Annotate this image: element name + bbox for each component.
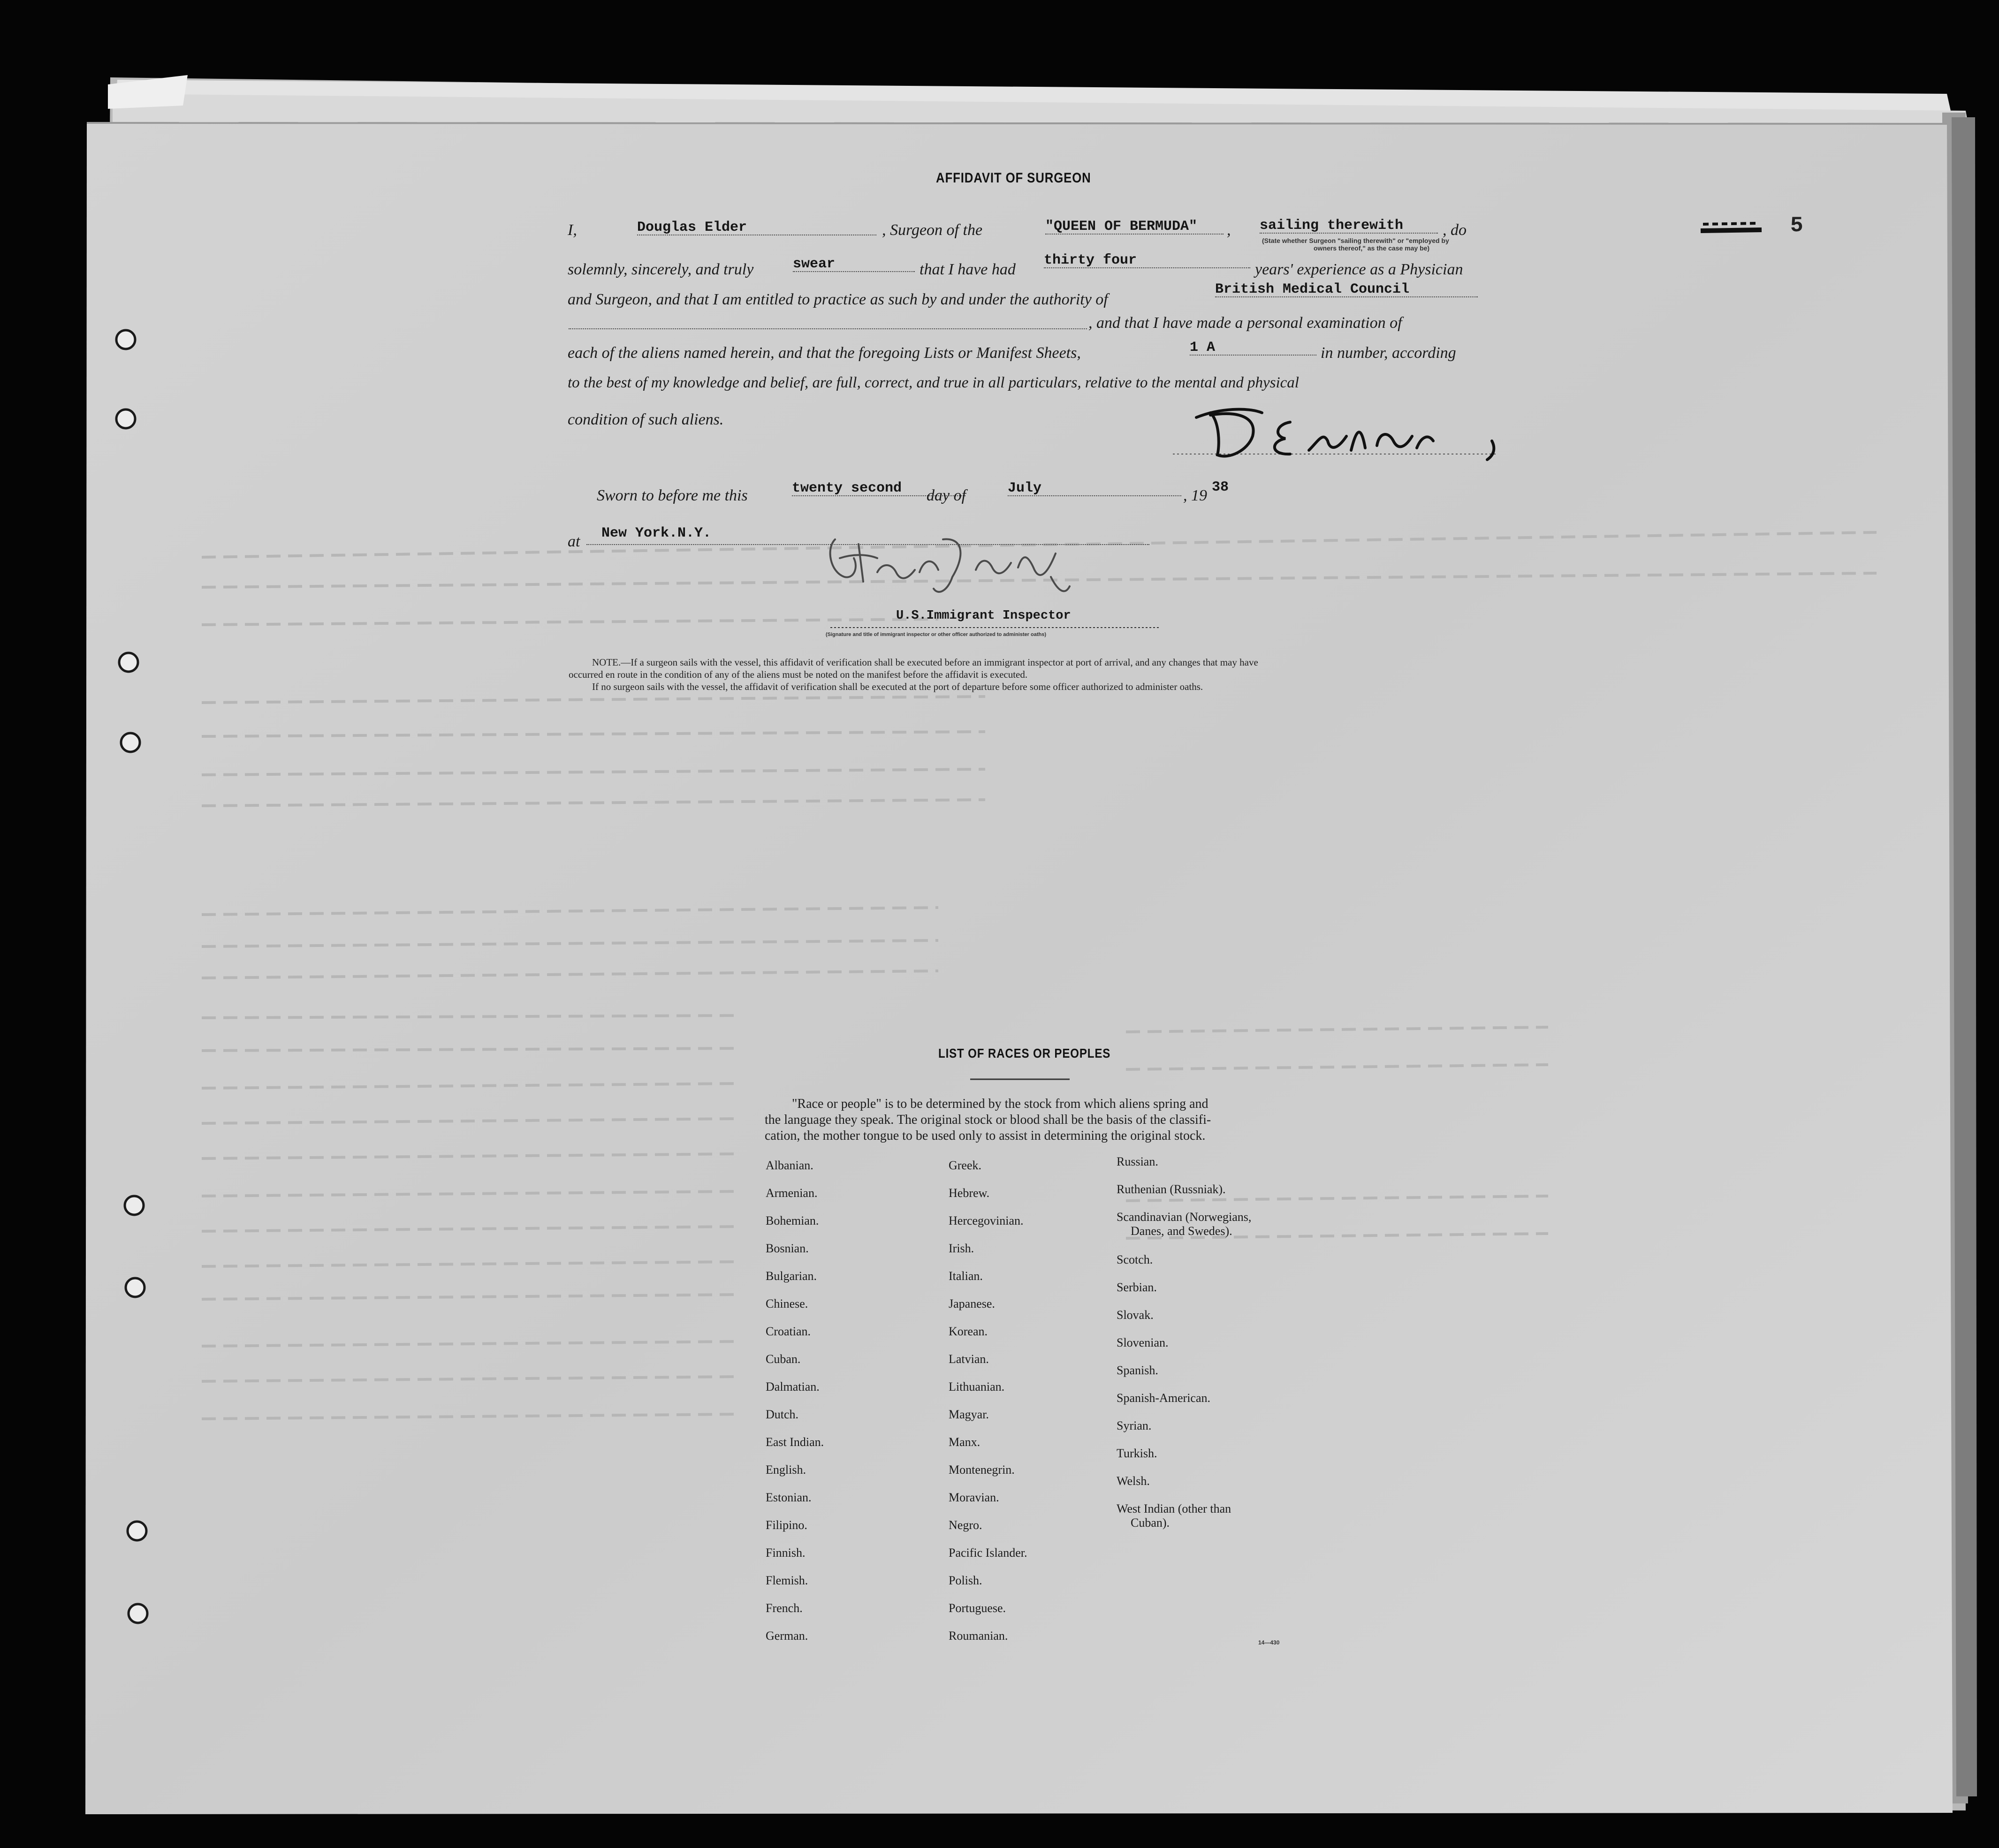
word-i: I, <box>568 221 577 239</box>
word-personal-exam: , and that I have made a personal examination of <box>1088 314 1402 332</box>
officer-title: U.S.Immigrant Inspector <box>896 609 1071 623</box>
word-condition: condition of such aliens. <box>568 411 724 428</box>
race-item: French. <box>766 1601 803 1615</box>
race-item: East Indian. <box>766 1435 824 1449</box>
sworn-day-field: twenty second <box>792 481 965 496</box>
races-intro-1: "Race or people" is to be determined by the stock from which aliens spring and <box>792 1097 1209 1111</box>
race-item: Lithuanian. <box>949 1380 1005 1394</box>
capacity-note-1: (State whether Surgeon "sailing therewith" or "employed by <box>1262 237 1449 244</box>
race-item: Bulgarian. <box>766 1269 817 1283</box>
word-in-number: in number, according <box>1321 344 1456 362</box>
word-surgeon-of: , Surgeon of the <box>882 221 983 239</box>
race-item: Korean. <box>949 1325 988 1338</box>
capacity-note-2: owners thereof," as the case may be) <box>1314 244 1430 252</box>
race-item: Dutch. <box>766 1408 799 1421</box>
years-field: thirty four <box>1044 253 1250 268</box>
race-item: Serbian. <box>1117 1280 1157 1294</box>
race-item: Japanese. <box>949 1297 995 1310</box>
race-item: Greek. <box>949 1159 982 1172</box>
word-do: , do <box>1443 221 1467 239</box>
note-line-2: occurred en route in the condition of any of the aliens must be noted on the manifest before the affidavit is executed. <box>569 669 1028 680</box>
race-item: Manx. <box>949 1435 980 1449</box>
race-item: Spanish-American. <box>1117 1391 1211 1405</box>
race-item: Estonian. <box>766 1491 812 1504</box>
race-item: Russian. <box>1117 1155 1158 1168</box>
officer-caption: (Signature and title of immigrant inspector or other officer authorized to administer oaths) <box>826 632 1046 637</box>
race-item: English. <box>766 1463 806 1477</box>
year-prefix: , 19 <box>1183 487 1207 504</box>
race-item: Italian. <box>949 1269 983 1283</box>
race-item: Magyar. <box>949 1408 989 1421</box>
form-number: 14—430 <box>1258 1639 1280 1646</box>
race-item: Armenian. <box>766 1186 818 1200</box>
race-item: Polish. <box>949 1574 982 1587</box>
word-and-surgeon: and Surgeon, and that I am entitled to practice as such by and under the authority of <box>568 291 1108 308</box>
race-item: Syrian. <box>1117 1419 1152 1432</box>
race-item: Slovak. <box>1117 1308 1154 1322</box>
race-item: Bohemian. <box>766 1214 819 1227</box>
inspector-signature <box>826 525 1088 600</box>
race-item: Dalmatian. <box>766 1380 820 1394</box>
races-title: LIST OF RACES OR PEOPLES <box>938 1046 1111 1060</box>
word-sworn: Sworn to before me this <box>597 487 748 504</box>
vessel-field: "QUEEN OF BERMUDA" <box>1045 220 1224 235</box>
race-item: Latvian. <box>949 1352 989 1366</box>
word-at: at <box>568 533 580 550</box>
race-item: Croatian. <box>766 1325 811 1338</box>
race-item: Irish. <box>949 1242 974 1255</box>
word-that-had: that I have had <box>920 261 1016 278</box>
races-column-3 <box>1117 1155 1251 1530</box>
capacity-field: sailing therewith <box>1260 219 1438 234</box>
race-item: Finnish. <box>766 1546 806 1560</box>
race-item: Pacific Islander. <box>949 1546 1027 1560</box>
races-column-1 <box>766 1159 824 1657</box>
surgeon-name-field: Douglas Elder <box>637 220 876 235</box>
authority-continuation-line <box>569 328 1087 329</box>
race-item: Cuban). <box>1131 1516 1170 1530</box>
race-item: Bosnian. <box>766 1242 809 1255</box>
word-best-knowledge: to the best of my knowledge and belief, are full, correct, and true in all particulars, relative to the mental and physical <box>568 374 1299 391</box>
note-line-3: If no surgeon sails with the vessel, the affidavit of verification shall be executed at the port of departure before some officer authorized to administer oaths. <box>592 681 1203 692</box>
race-item: West Indian (other than <box>1117 1502 1231 1515</box>
race-item: Turkish. <box>1117 1447 1157 1460</box>
page-number: 5 <box>1790 213 1803 238</box>
races-intro-2: the language they speak. The original stock or blood shall be the basis of the classifi- <box>765 1113 1211 1127</box>
word-solemnly: solemnly, sincerely, and truly <box>568 261 754 278</box>
race-item: Albanian. <box>766 1159 813 1172</box>
race-item: Cuban. <box>766 1352 801 1366</box>
race-item: Hercegovinian. <box>949 1214 1024 1227</box>
race-item: Chinese. <box>766 1297 808 1310</box>
race-item: Slovenian. <box>1117 1336 1169 1349</box>
race-item: Negro. <box>949 1518 982 1532</box>
races-intro-3: cation, the mother tongue to be used only to assist in determining the original stock. <box>765 1128 1206 1143</box>
race-item: Ruthenian (Russniak). <box>1117 1182 1226 1196</box>
race-item: Portuguese. <box>949 1601 1006 1615</box>
sheets-field: 1 A <box>1190 341 1316 356</box>
race-item: Scandinavian (Norwegians, <box>1117 1210 1252 1224</box>
affidavit-title: AFFIDAVIT OF SURGEON <box>936 170 1091 186</box>
race-item: Roumanian. <box>949 1629 1008 1643</box>
race-item: Spanish. <box>1117 1363 1158 1377</box>
race-item: Hebrew. <box>949 1186 990 1200</box>
authority-field: British Medical Council <box>1215 282 1478 297</box>
race-item: Scotch. <box>1117 1253 1153 1266</box>
word-each-alien: each of the aliens named herein, and that the foregoing Lists or Manifest Sheets, <box>568 344 1081 362</box>
race-item: Welsh. <box>1117 1474 1150 1488</box>
race-item: Filipino. <box>766 1518 807 1532</box>
place-field: New York.N.Y. <box>601 525 712 541</box>
word-comma: , <box>1227 221 1231 239</box>
sworn-year-field: 38 <box>1212 479 1229 495</box>
word-day-of: day of <box>927 487 966 504</box>
race-item: Montenegrin. <box>949 1463 1015 1477</box>
oath-field: swear <box>793 257 915 272</box>
races-column-2 <box>949 1159 1027 1657</box>
note-line-1: NOTE.—If a surgeon sails with the vessel, this affidavit of verification shall be executed before an immigrant inspector at port of arrival, and any changes that may have <box>592 657 1258 668</box>
sworn-month-field: July <box>1008 481 1181 496</box>
race-item: German. <box>766 1629 808 1643</box>
race-item: Danes, and Swedes). <box>1131 1224 1232 1238</box>
surgeon-signature <box>1192 403 1529 469</box>
word-years-exp: years' experience as a Physician <box>1255 261 1463 278</box>
race-item: Moravian. <box>949 1491 999 1504</box>
race-item: Flemish. <box>766 1574 808 1587</box>
